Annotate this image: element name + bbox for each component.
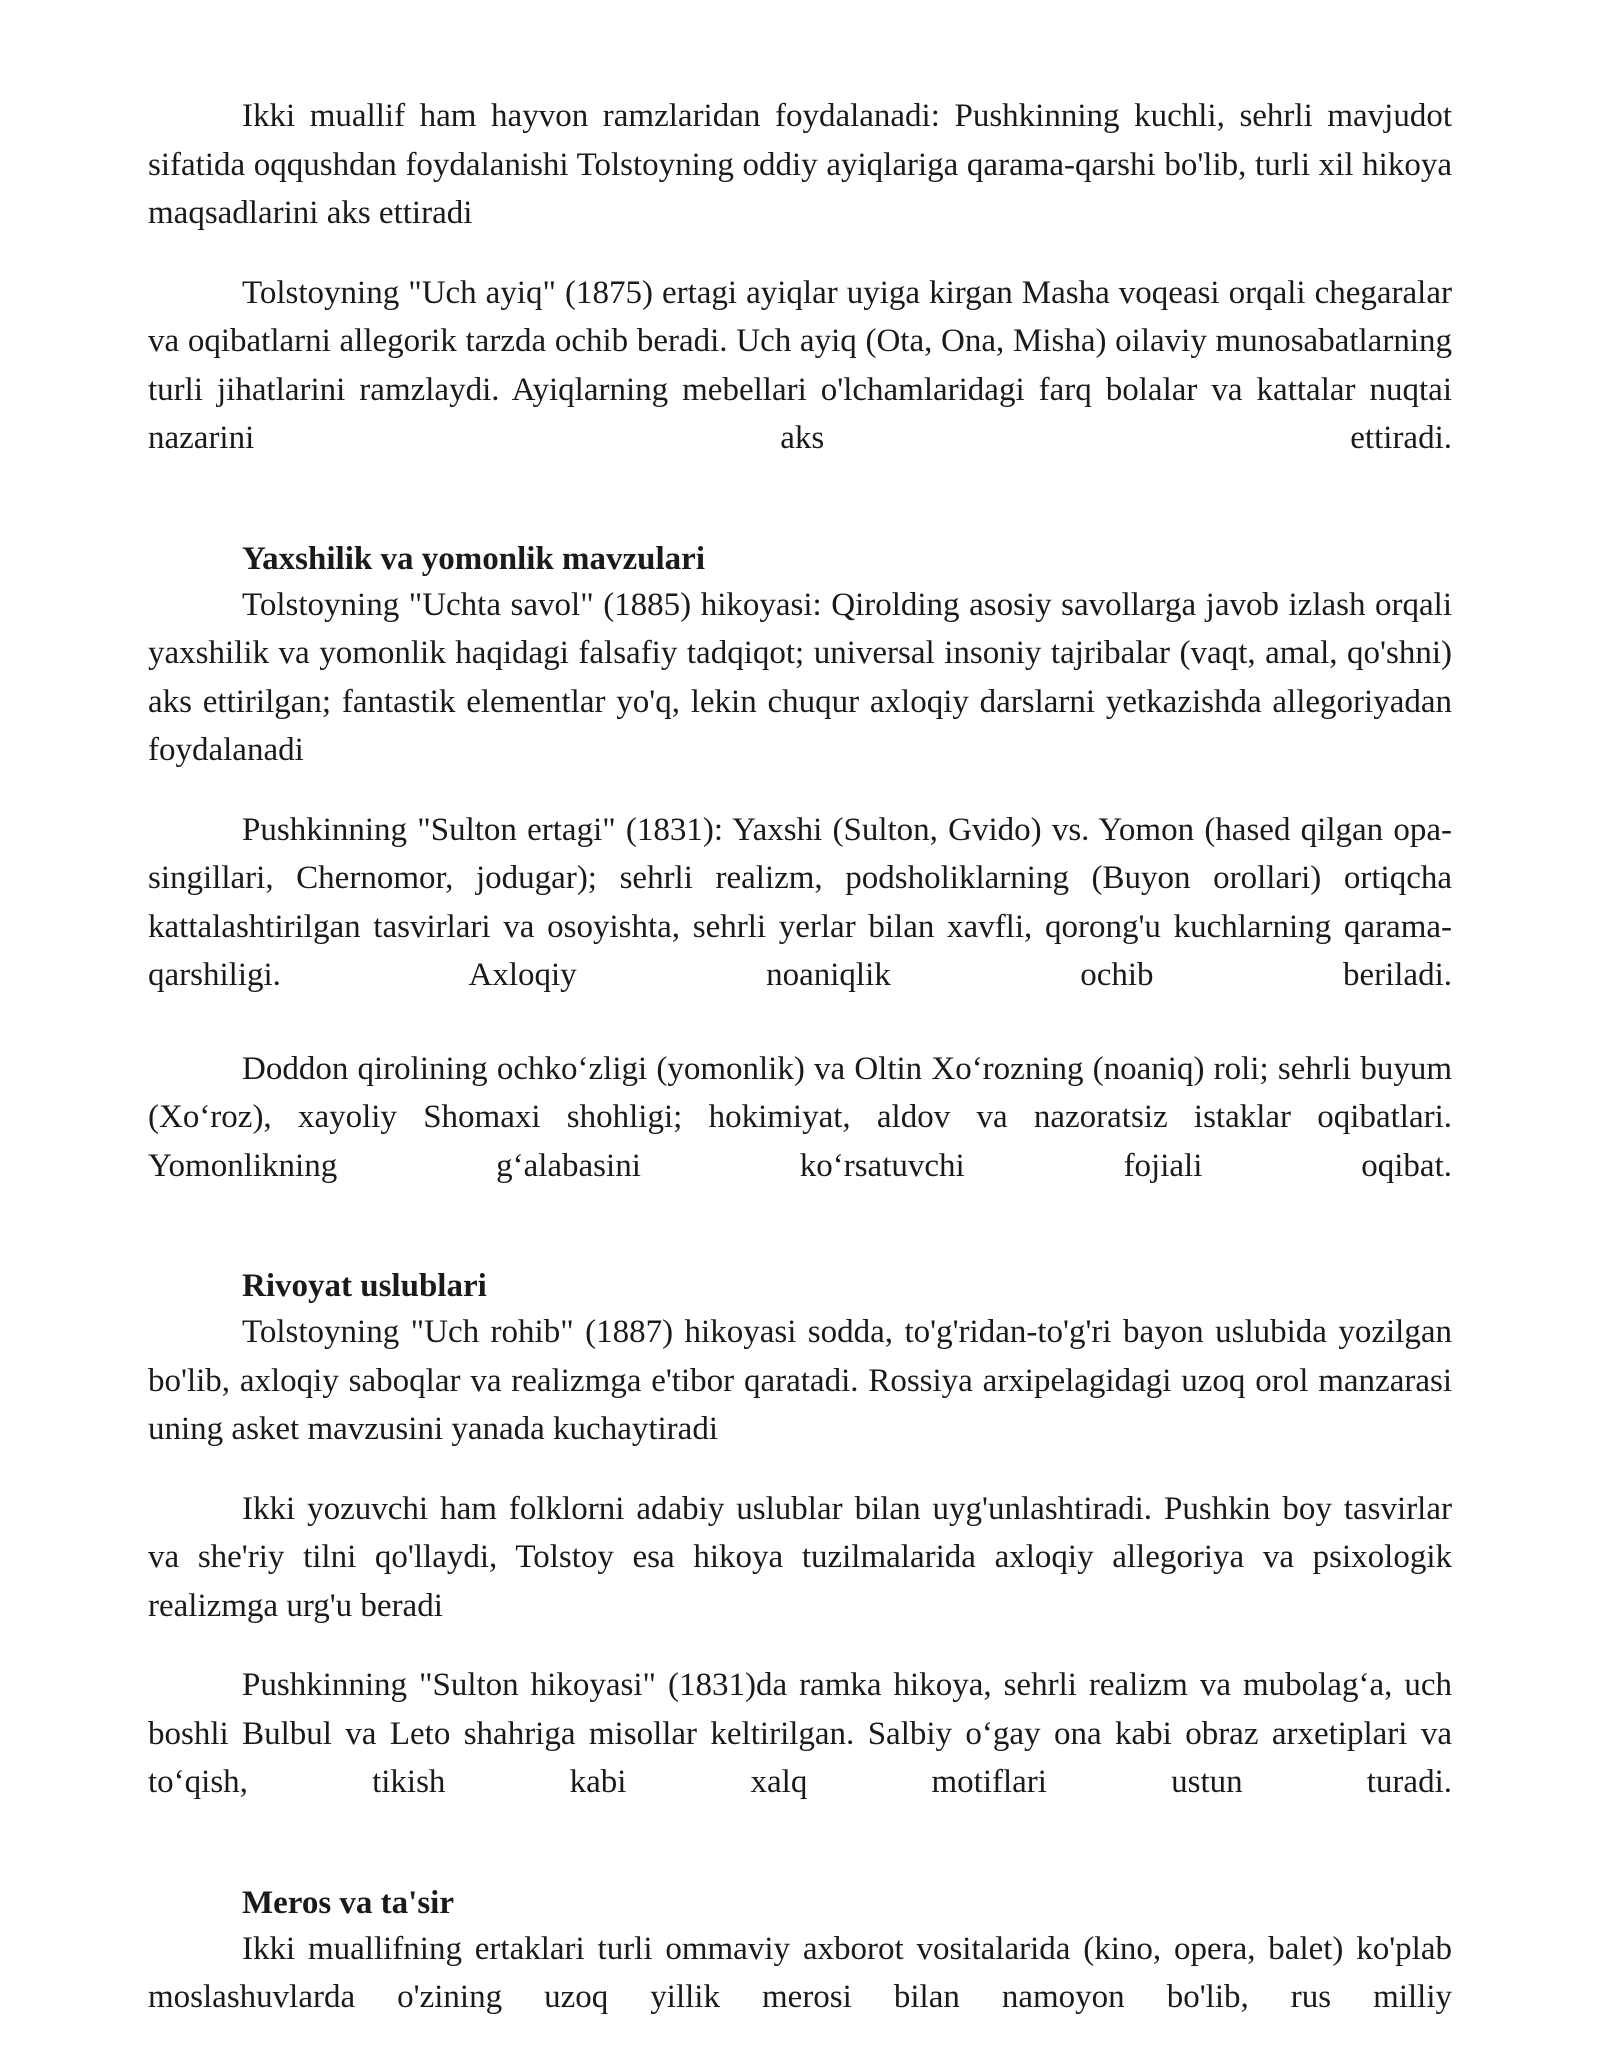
heading-narrative-styles: Rivoyat uslublari	[242, 1268, 487, 1304]
heading-good-and-evil: Yaxshilik va yomonlik mavzulari	[242, 540, 705, 577]
paragraph-golden-cockerel: Doddon qirolining ochko‘zligi (yomonlik) va Oltin Xo‘rozning (noaniq) roli; sehrli buyum (Xo‘roz), xayoliy Shomaxi shohligi; hokimiyat, aldov va nazoratsiz istaklar oqibatlari. Yomonlikning g‘alabasini ko‘rsatuvchi fojiali oqibat.	[148, 1050, 1452, 1184]
paragraph-folklore-styles: Ikki yozuvchi ham folklorni adabiy uslublar bilan uyg'unlashtiradi. Pushkin boy tasvirlar va she'riy tilni qo'llaydi, Tolstoy esa hikoya tuzilmalarida axloqiy allegoriya va psixologik realizmga urg'u beradi	[148, 1490, 1452, 1624]
paragraph-three-questions: Tolstoyning "Uchta savol" (1885) hikoyasi: Qirolding asosiy savollarga javob izlash orqali yaxshilik va yomonlik haqidagi falsafiy tadqiqot; universal insoniy tajribalar (vaqt, amal, qo'shni) aks ettirilgan; fantastik elementlar yo'q, lekin chuqur axloqiy darslarni yetkazishda allegoriyadan foydalanadi	[148, 586, 1452, 768]
paragraph-animal-symbols: Ikki muallif ham hayvon ramzlaridan foydalanadi: Pushkinning kuchli, sehrli mavjudot sifatida oqqushdan foydalanishi Tolstoyning oddiy ayiqlariga qarama-qarshi bo'lib, turli xil hikoya maqsadlarini aks ettiradi	[148, 98, 1452, 231]
paragraph-three-bears: Tolstoyning "Uch ayiq" (1875) ertagi ayiqlar uyiga kirgan Masha voqeasi orqali chegaralar va oqibatlarni allegorik tarzda ochib beradi. Uch ayiq (Ota, Ona, Misha) oilaviy munosabatlarning turli jihatlarini ramzlaydi. Ayiqlarning mebellari o'lchamlaridagi farq bolalar va kattalar nuqtai nazarini aks ettiradi.	[148, 274, 1452, 456]
paragraph-sultan-story: Pushkinning "Sulton hikoyasi" (1831)da ramka hikoya, sehrli realizm va mubolag‘a, uch boshli Bulbul va Leto shahriga misollar keltirilgan. Salbiy o‘gay ona kabi obraz arxetiplari va to‘qish, tikish kabi xalq motiflari ustun turadi.	[148, 1667, 1452, 1800]
spacer	[148, 1031, 1452, 1045]
spacer	[148, 1838, 1452, 1882]
paragraph-three-hermits: Tolstoyning "Uch rohib" (1887) hikoyasi sodda, to'g'ridan-to'g'ri bayon uslubida yozilgan bo'lib, axloqiy saboqlar va realizmga e'tibor qaratadi. Rossiya arxipelagidagi uzoq orol manzarasi uning asket mavzusini yanada kuchaytiradi	[148, 1314, 1452, 1447]
paragraph-sultan-tale: Pushkinning "Sulton ertagi" (1831): Yaxshi (Sulton, Gvido) vs. Yomon (hased qilgan opa-singillari, Chernomor, jodugar); sehrli realizm, podsholiklarning (Buyon orollari) ortiqcha kattalashtirilgan tasvirlari va osoyishta, sehrli yerlar bilan xavfli, qorong'u kuchlarning qarama-qarshiligi. Axloqiy noaniqlik ochib beriladi.	[148, 811, 1452, 993]
spacer	[148, 1221, 1452, 1265]
paragraph-legacy: Ikki muallifning ertaklari turli ommaviy axborot vositalarida (kino, opera, balet) ko'plab moslashuvlarda o'zining uzoq yillik merosi bilan namoyon bo'lib, rus milliy	[148, 1930, 1452, 2015]
spacer	[148, 494, 1452, 538]
heading-legacy: Meros va ta'sir	[242, 1884, 455, 1921]
document-page	[148, 92, 1452, 2053]
